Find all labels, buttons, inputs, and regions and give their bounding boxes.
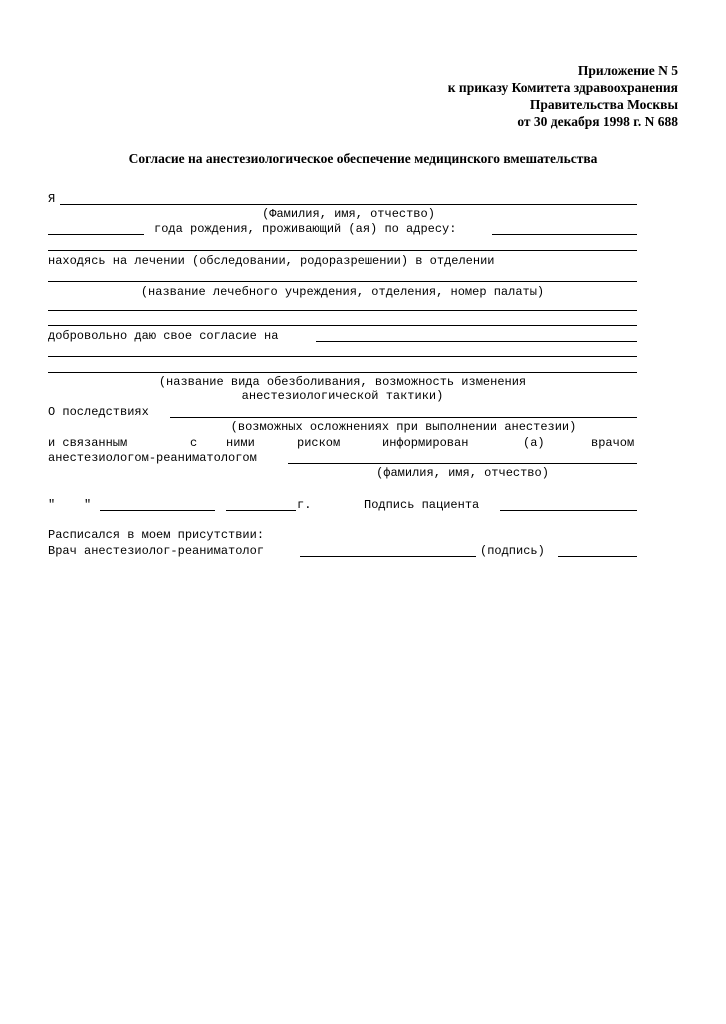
label-anesthesiologist: анестезиологом-реаниматологом [48, 451, 257, 465]
label-being-treated: находясь на лечении (обследовании, родоразрешении) в отделении [48, 254, 495, 268]
label-patient-signature: Подпись пациента [364, 498, 480, 512]
label-signature: (подпись) [480, 544, 545, 558]
quote-close: " [84, 498, 92, 512]
doctor-field[interactable] [300, 556, 476, 557]
risk-word-2: с [190, 436, 198, 450]
doctor-name-caption: (фамилия, имя, отчество) [376, 466, 549, 480]
appendix-number: Приложение N 5 [577, 63, 678, 78]
institution-field[interactable] [48, 281, 637, 282]
risk-word-5: информирован [382, 436, 469, 450]
document-title: Согласие на анестезиологическое обеспечение медицинского вмешательства [128, 151, 598, 166]
blank-line-1[interactable] [48, 310, 637, 311]
anesthesia-caption-2: анестезиологической тактики) [241, 389, 444, 403]
anesthesia-type-field-3[interactable] [48, 372, 637, 373]
consequences-field[interactable] [170, 417, 637, 418]
label-signed-in-presence: Расписался в моем присутствии: [48, 528, 265, 542]
address-field-1[interactable] [492, 234, 637, 235]
doctor-signature-field[interactable] [558, 556, 637, 557]
date-year-field[interactable] [226, 510, 296, 511]
label-consent: добровольно даю свое согласие на [48, 329, 279, 343]
institution-caption: (название лечебного учреждения, отделения, номер палаты) [140, 285, 545, 299]
full-name-caption: (Фамилия, имя, отчество) [262, 207, 435, 221]
address-field-2[interactable] [48, 250, 637, 251]
doctor-name-field[interactable] [288, 463, 637, 464]
year-suffix: г. [297, 498, 312, 512]
risk-word-1: и связанным [48, 436, 128, 450]
label-doctor: Врач анестезиолог-реаниматолог [48, 544, 265, 558]
anesthesia-type-field-2[interactable] [48, 356, 637, 357]
anesthesia-type-field-1[interactable] [316, 341, 637, 342]
government-name: Правительства Москвы [529, 97, 678, 112]
label-consequences: О последствиях [48, 405, 149, 419]
risk-word-7: врачом [591, 436, 635, 450]
label-birth-address: года рождения, проживающий (ая) по адресу: [154, 222, 457, 236]
birth-year-field[interactable] [48, 234, 144, 235]
full-name-field[interactable] [60, 204, 637, 205]
patient-signature-field[interactable] [500, 510, 637, 511]
date-month-field[interactable] [100, 510, 215, 511]
quote-open: " [48, 498, 56, 512]
complications-caption: (возможных осложнениях при выполнении анестезии) [230, 420, 577, 434]
blank-line-2[interactable] [48, 325, 637, 326]
order-date: от 30 декабря 1998 г. N 688 [517, 114, 678, 129]
order-reference: к приказу Комитета здравоохранения [447, 80, 678, 95]
risk-word-3: ними [226, 436, 255, 450]
label-ya: Я [48, 192, 56, 206]
risk-word-6: (а) [523, 436, 545, 450]
risk-word-4: риском [297, 436, 341, 450]
anesthesia-caption-1: (название вида обезболивания, возможность изменения [158, 375, 527, 389]
